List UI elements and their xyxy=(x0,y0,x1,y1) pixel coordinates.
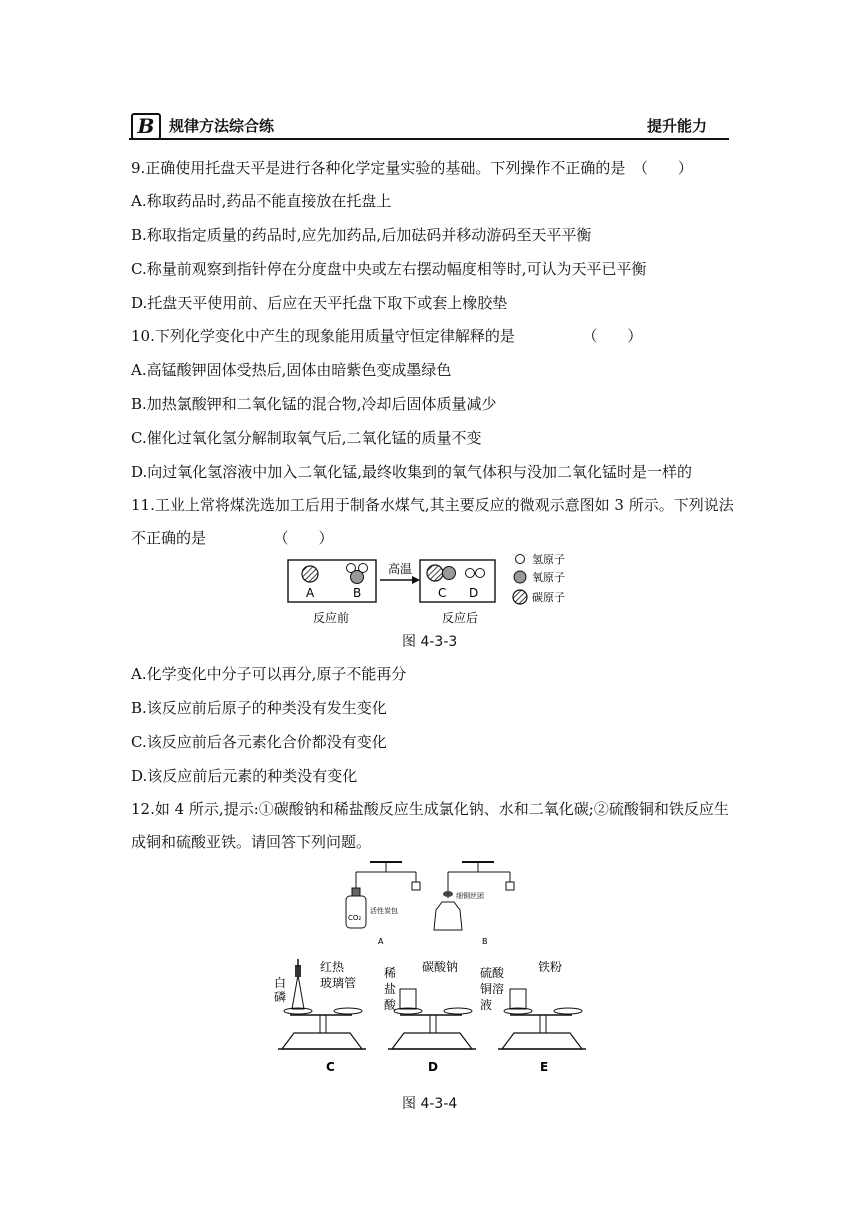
oxygen-atom xyxy=(351,571,364,584)
balance-e xyxy=(480,959,586,1074)
cuso4-label-3: 液 xyxy=(480,998,493,1012)
q11-stem-line2: 不正确的是 （ ） xyxy=(131,529,334,547)
carbon-atom-c xyxy=(427,565,443,581)
q9-option-a: A.称取药品时,药品不能直接放在托盘上 xyxy=(131,192,392,210)
label-d2: D xyxy=(428,1060,438,1074)
label-a: A xyxy=(306,586,315,600)
reaction-arrow xyxy=(412,576,420,584)
hydrogen-atom-d xyxy=(466,569,475,578)
white-p-label-1: 白 xyxy=(274,976,287,990)
flame-icon xyxy=(434,902,462,930)
q11-option-a: A.化学变化中分子可以再分,原子不能再分 xyxy=(131,665,407,683)
cuso4-label-2: 铜溶 xyxy=(480,982,505,996)
label-b2: B xyxy=(482,937,488,946)
figure-4-3-3 xyxy=(280,548,610,628)
q10-option-a: A.高锰酸钾固体受热后,固体由暗紫色变成墨绿色 xyxy=(131,361,452,379)
figure-hanging-balances xyxy=(330,858,530,948)
glass-tube-label: 玻璃管 xyxy=(320,976,357,990)
legend-carbon-icon xyxy=(513,590,527,604)
figure-balances-cde xyxy=(268,955,608,1075)
q9-option-d: D.托盘天平使用前、后应在天平托盘下取下或套上橡胶垫 xyxy=(131,294,508,312)
figure-caption-4-3-4: 图 4-3-4 xyxy=(402,1096,458,1112)
q10-option-c: C.催化过氧化氢分解制取氧气后,二氧化锰的质量不变 xyxy=(131,429,482,447)
legend-carbon: 碳原子 xyxy=(532,591,565,604)
legend-oxygen-icon xyxy=(514,571,526,583)
section-badge: B xyxy=(131,113,161,140)
cuso4-label-1: 硫酸 xyxy=(480,966,505,980)
copper-wire-ball xyxy=(443,891,453,897)
co2-label: CO₂ xyxy=(348,914,362,922)
carbon-bag-label: 活性炭包 xyxy=(370,907,398,915)
dilute-label-2: 盐 xyxy=(384,982,397,996)
white-p-label-2: 磷 xyxy=(274,990,287,1004)
legend-oxygen: 氧原子 xyxy=(532,571,565,584)
section-subtitle: 提升能力 xyxy=(646,117,707,135)
label-c2: C xyxy=(326,1060,335,1074)
dilute-label-3: 酸 xyxy=(384,998,397,1012)
q10-option-d: D.向过氧化氢溶液中加入二氧化锰,最终收集到的氧气体积与没加二氧化锰时是一样的 xyxy=(131,463,693,481)
iron-label: 铁粉 xyxy=(538,960,563,974)
label-b: B xyxy=(353,586,362,600)
q11-option-b: B.该反应前后原子的种类没有发生变化 xyxy=(131,699,387,717)
copper-wire-label: 细铜丝团 xyxy=(456,892,484,900)
legend-hydrogen: 氢原子 xyxy=(532,553,565,566)
q10-stem: 10.下列化学变化中产生的现象能用质量守恒定律解释的是 （ ） xyxy=(131,327,643,345)
q11-stem-line1: 11.工业上常将煤洗选加工后用于制备水煤气,其主要反应的微观示意图如 3 所示。下列说法 xyxy=(131,496,734,514)
q12-stem-line1: 12.如 4 所示,提示:①碳酸钠和稀盐酸反应生成氯化钠、水和二氧化碳;②硫酸铜和铁反应生 xyxy=(131,800,729,818)
q11-option-d: D.该反应前后元素的种类没有变化 xyxy=(131,767,358,785)
label-d: D xyxy=(469,586,479,600)
q9-option-c: C.称量前观察到指针停在分度盘中央或左右摆动幅度相等时,可认为天平已平衡 xyxy=(131,260,647,278)
legend-hydrogen-icon xyxy=(516,555,525,564)
label-c: C xyxy=(438,586,447,600)
carbon-atom-a xyxy=(302,566,318,582)
oxygen-atom-c xyxy=(443,567,456,580)
q10-option-b: B.加热氯酸钾和二氧化锰的混合物,冷却后固体质量减少 xyxy=(131,395,497,413)
na2co3-label: 碳酸钠 xyxy=(422,960,459,974)
hydrogen-atom-d xyxy=(476,569,485,578)
balance-d xyxy=(384,959,476,1074)
flask-a xyxy=(346,896,366,928)
section-header xyxy=(129,112,729,140)
red-hot-label: 红热 xyxy=(320,960,345,974)
after-label: 反应后 xyxy=(442,611,479,625)
label-a2: A xyxy=(378,937,384,946)
q11-option-c: C.该反应前后各元素化合价都没有变化 xyxy=(131,733,387,751)
q9-stem: 9.正确使用托盘天平是进行各种化学定量实验的基础。下列操作不正确的是 （ ） xyxy=(131,159,693,177)
figure-caption-4-3-3: 图 4-3-3 xyxy=(402,634,458,650)
arrow-label: 高温 xyxy=(388,562,413,576)
label-e2: E xyxy=(540,1060,549,1074)
dilute-label-1: 稀 xyxy=(384,966,397,980)
q12-stem-line2: 成铜和硫酸亚铁。请回答下列问题。 xyxy=(131,833,372,851)
before-label: 反应前 xyxy=(313,611,350,625)
q9-option-b: B.称取指定质量的药品时,应先加药品,后加砝码并移动游码至天平平衡 xyxy=(131,226,592,244)
balance-c xyxy=(274,959,366,1074)
section-title: 规律方法综合练 xyxy=(169,117,275,135)
